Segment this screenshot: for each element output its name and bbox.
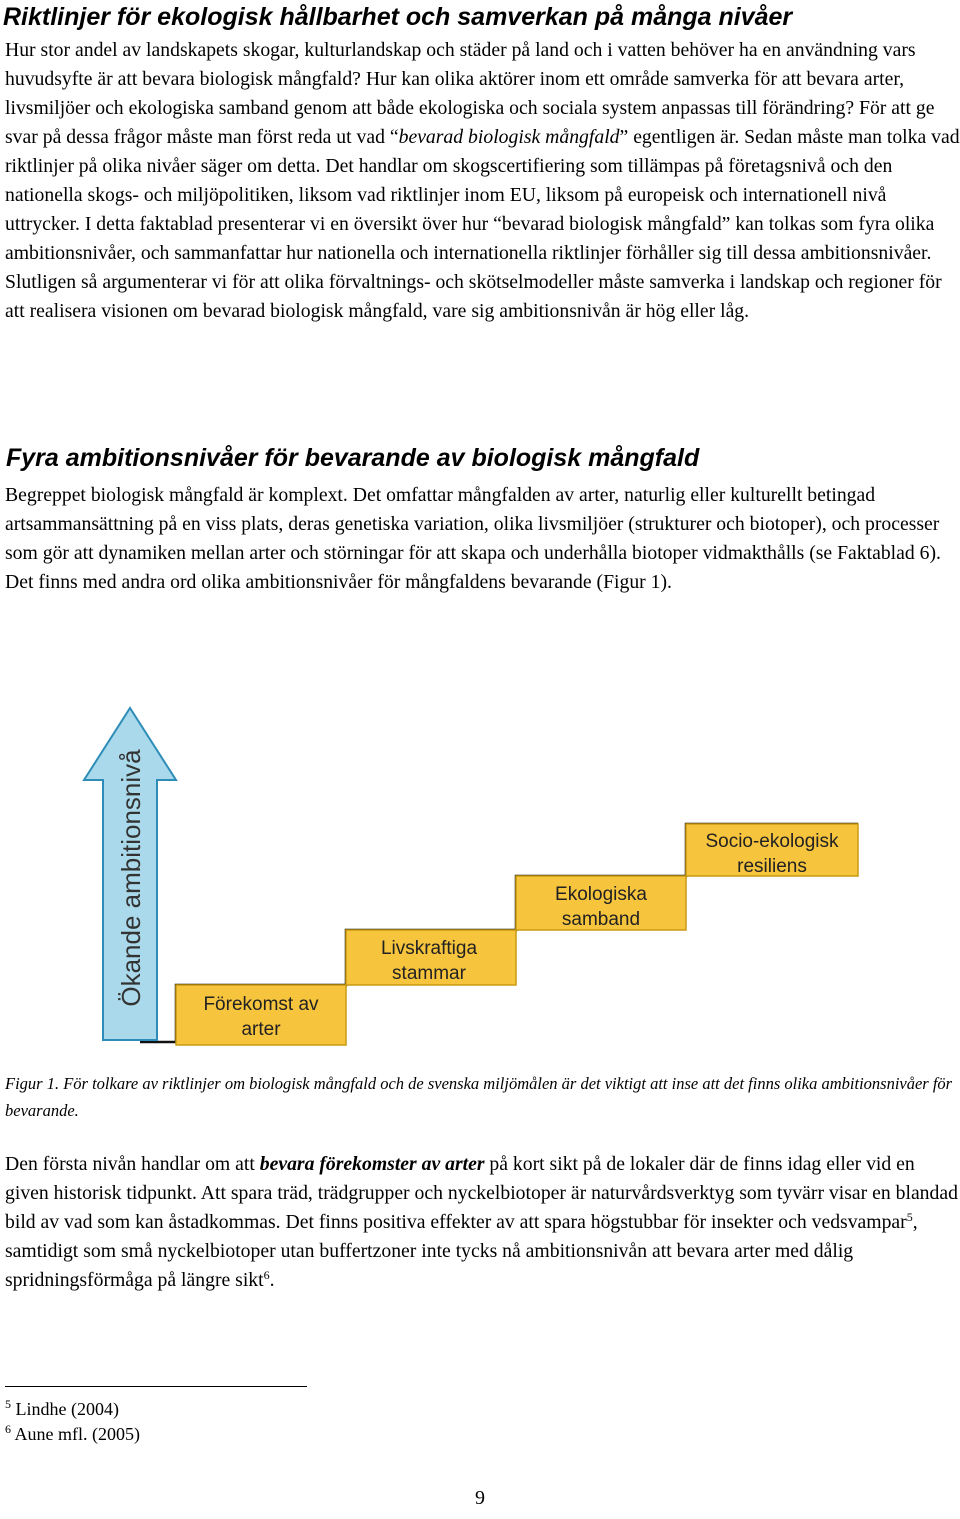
- footnote-ref-6[interactable]: 6: [263, 1268, 270, 1282]
- intro-paragraph: [5, 36, 960, 326]
- step-4-line-2: resiliens: [737, 856, 807, 877]
- footnote-5: [5, 1397, 119, 1421]
- footnote-text: Aune mfl. (2005): [11, 1424, 140, 1444]
- step-1-line-1: Förekomst av: [203, 994, 319, 1015]
- footnote-ref-5[interactable]: 5: [906, 1210, 913, 1224]
- figure-caption: Figur 1. För tolkare av riktlinjer om biologisk mångfald och de svenska miljömålen är det viktigt att inse att det finns olika ambitionsnivåer för bevarande.: [5, 1074, 953, 1120]
- para3-text-d: , samtidigt som små nyckelbiotoper utan buffertzoner inte tycks nå ambitionsnivån att bevara arter med dålig spridningsförmåga på längre sikt: [5, 1211, 918, 1291]
- intro-sentence-2: Hur kan olika aktörer inom ett område samverka för att bevara arter, livsmiljöer och ekologiska samband genom att både ekologiska och sociala system anpassas till förändring? För att ge svar på dessa frågor måste man först reda ut vad “: [5, 68, 935, 148]
- para3-text-a: Den första nivån handlar om att: [5, 1153, 260, 1175]
- intro-italic-term: bevarad biologisk mångfald: [398, 126, 620, 148]
- step-3-line-1: Ekologiska: [555, 884, 647, 905]
- para3-text-e: .: [269, 1269, 275, 1291]
- step-3-line-2: samband: [561, 909, 641, 930]
- step-viable-populations: [346, 930, 516, 985]
- footnote-6: [5, 1422, 140, 1446]
- intro-sentence-3: ” egentligen är. Sedan måste man tolka vad riktlinjer på olika nivåer säger om detta.: [5, 126, 960, 177]
- para3-text-c: på kort sikt på de lokaler där de finns idag eller vid en given historisk tidpunkt. Att spara träd, trädgrupper och nyckelbiotoper är naturvårdsverktyg som tyvärr visar en blandad bild av vad som kan åstadkommas. Det finns positiva effekter av att spara högstubbar för insekter och vedsvampar: [5, 1153, 958, 1233]
- para3-emphasis: bevara förekomster av arter: [259, 1153, 485, 1175]
- step-ecological-connections: [516, 876, 686, 930]
- intro-sentence-4: Det handlar om skogscertifiering som tillämpas på företagsnivå och den nationella skogs- och miljöpolitiken, liksom vad riktlinjer inom EU, liksom på europeisk och internationell nivå uttrycker. I detta faktablad presenterar vi en översikt över hur “bevarad biologisk mångfald” kan tolkas som fyra olika ambitionsnivåer, och sammanfattar hur nationella och internationella riktlinjer förhåller sig till dessa ambitionsnivåer. Slutligen så argumenterar vi för att olika förvaltnings- och skötselmodeller måste samverka i landskap och regioner för att realisera visionen om bevarad biologisk mångfald, vare sig ambitionsnivån är hög eller låg.: [5, 155, 942, 322]
- step-occurrence-of-species: [176, 985, 346, 1045]
- step-socio-ecological-resilience: [686, 824, 858, 877]
- section-paragraph: Begreppet biologisk mångfald är komplext. Det omfattar mångfalden av arter, naturlig eller kulturellt betingad artsammansättning på en viss plats, deras genetiska variation, olika livsmiljöer (strukturer och biotoper), och processer som gör att dynamiken mellan arter och störningar för att skapa och underhålla biotoper vidmakthålls (se Faktablad 6). Det finns med andra ord olika ambitionsnivåer för mångfaldens bevarande (Figur 1).: [5, 484, 941, 593]
- footnote-number: 6: [5, 1422, 11, 1436]
- step-4-line-1: Socio-ekologisk: [705, 831, 839, 852]
- page-heading: Riktlinjer för ekologisk hållbarhet och samverkan på många nivåer: [3, 3, 793, 31]
- step-2-line-1: Livskraftiga: [380, 938, 478, 959]
- footnote-separator: [5, 1386, 307, 1387]
- page-number: 9: [475, 1487, 485, 1509]
- section-heading: Fyra ambitionsnivåer för bevarande av biologisk mångfald: [6, 444, 700, 472]
- ambition-levels-figure: [0, 690, 960, 1060]
- arrow-label: Ökande ambitionsnivå: [116, 749, 146, 1007]
- footnote-number: 5: [5, 1397, 11, 1411]
- first-level-paragraph: [5, 1150, 960, 1295]
- step-1-line-2: arter: [241, 1019, 281, 1040]
- step-2-line-2: stammar: [392, 963, 466, 984]
- intro-sentence-1: Hur stor andel av landskapets skogar, kulturlandskap och städer på land och i vatten behöver ha en användning vars huvudsyfte är att bevara biologisk mångfald?: [5, 39, 916, 90]
- footnote-text: Lindhe (2004): [11, 1399, 119, 1419]
